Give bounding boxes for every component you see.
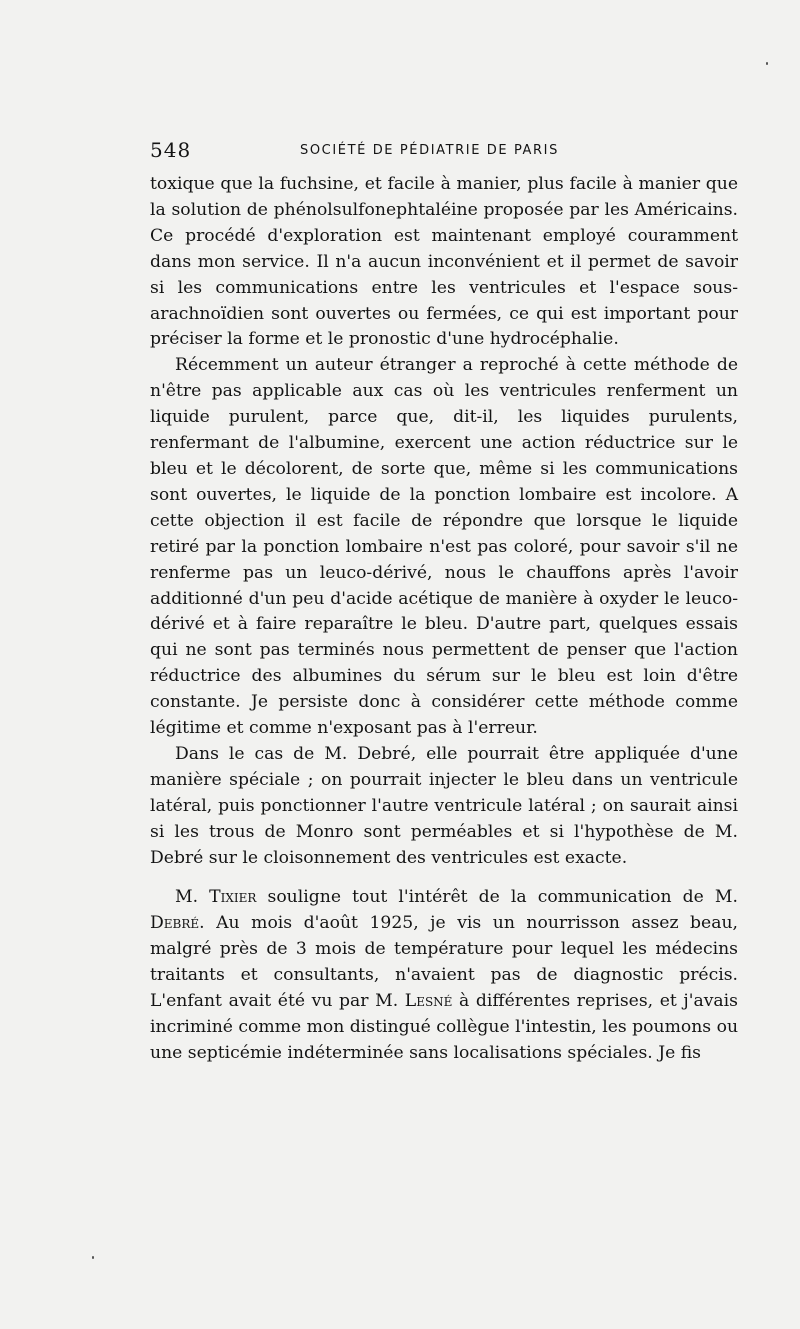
print-speck <box>92 1256 94 1259</box>
running-title: SOCIÉTÉ DE PÉDIATRIE DE PARIS <box>300 143 559 158</box>
page-number: 548 <box>150 138 192 162</box>
referenced-name-2: Lesné <box>404 991 453 1012</box>
body-text <box>150 172 738 1067</box>
paragraph-3: Dans le cas de M. Debré, elle pourrait être appliquée d'une manière spéciale ; on pourrait injecter le bleu dans un ventricule latéral, puis ponctionner l'autre ventricule latéral ; on saurait ainsi si les trous de Monro sont perméables et si l'hypothèse de M. Debré sur le cloisonnement des ventricules est exacte. <box>150 743 738 868</box>
paragraph-4-after-ref: . Au mois d'août 1925, je vis un nourrisson assez beau, malgré près de 3 mois de température pour lequel les médecins traitants et consultants, n'avaient pas de diagnostic précis. L'enfant avait été vu par M. <box>150 913 738 1012</box>
paragraph-4-tail: à différentes reprises, et j'avais incriminé comme mon distingué collègue l'intestin, les poumons ou une septicémie indéterminée sans localisations spéciales. Je fis <box>150 991 739 1063</box>
referenced-name: Debré <box>150 913 200 934</box>
paragraph-4 <box>150 885 738 1066</box>
speaker-name: Tixier <box>209 887 257 908</box>
print-speck <box>766 62 768 65</box>
paragraph-2: Récemment un auteur étranger a reproché à cette méthode de n'être pas applicable aux cas où les ventricules renferment un liquide purulent, parce que, dit-il, les liquides purulents, renfermant de l'albumine, exercent une action réductrice sur le bleu et le décolorent, de sorte que, même si les communications sont ouvertes, le liquide de la ponction lombaire est incolore. A cette objection il est facile de répondre que lorsque le liquide retiré par la ponction lombaire n'est pas coloré, pour savoir s'il ne renferme pas un leuco-dérivé, nous le chauffons après l'avoir additionné d'un peu d'acide acétique de manière à oxyder le leuco-dérivé et à faire reparaître le bleu. D'autre part, quelques essais qui ne sont pas terminés nous permettent de penser que l'action réductrice des albumines du sérum sur le bleu est loin d'être constante. Je persiste donc à considérer cette méthode comme légitime et comme n'exposant pas à l'erreur. <box>150 355 738 739</box>
paragraph-4-prefix: M. <box>175 887 210 908</box>
paragraph-1: toxique que la fuchsine, et facile à manier, plus facile à manier que la solution de phénolsulfonephtaléine proposée par les Américains. Ce procédé d'exploration est maintenant employé couramment dans mon service. Il n'a aucun inconvénient et il permet de savoir si les communications entre les ventricules et l'espace sous-arachnoïdien sont ouvertes ou fermées, ce qui est important pour préciser la forme et le pronostic d'une hydrocéphalie. <box>150 174 738 350</box>
page-header <box>150 138 738 164</box>
paragraph-4-mid: souligne tout l'intérêt de la communication de M. <box>256 887 738 908</box>
